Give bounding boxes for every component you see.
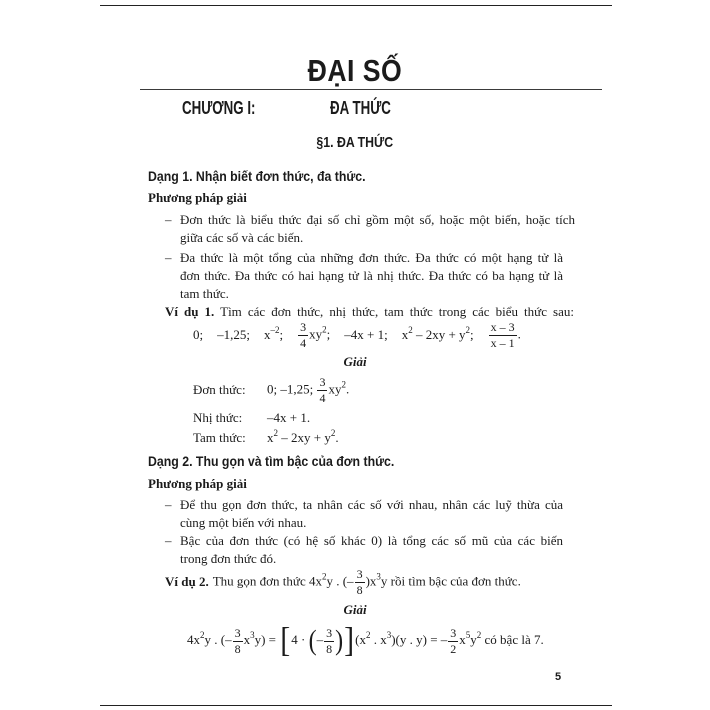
math-text: . bbox=[335, 430, 339, 445]
bullet-dash: – bbox=[165, 212, 172, 227]
type2-heading bbox=[148, 452, 428, 470]
superscript: 2 bbox=[365, 629, 371, 640]
type1-heading-text: Dạng 1. Nhận biết đơn thức, đa thức. bbox=[148, 168, 366, 184]
fraction-numerator: 3 bbox=[450, 625, 457, 640]
math-text: xy bbox=[328, 380, 342, 396]
bullet-dash: – bbox=[165, 497, 172, 512]
math-text: )(y . y) = – bbox=[391, 631, 448, 647]
type2-method-heading: Phương pháp giải bbox=[148, 476, 247, 491]
math-text: y bbox=[470, 631, 477, 647]
superscript: –2 bbox=[270, 325, 280, 335]
bullet-dash: – bbox=[165, 250, 172, 265]
example1 bbox=[165, 303, 574, 321]
superscript: 2 bbox=[341, 378, 346, 389]
math-text: )x bbox=[365, 572, 377, 588]
math-text: Thu gọn đơn thức 4x bbox=[212, 572, 322, 588]
fraction bbox=[317, 376, 327, 405]
large-bracket: [ bbox=[280, 621, 291, 660]
superscript: 3 bbox=[386, 629, 392, 640]
solution1-heading: Giải bbox=[343, 354, 367, 369]
math-text: 4 · bbox=[291, 631, 309, 647]
example2 bbox=[165, 567, 521, 597]
math-text: x bbox=[401, 327, 409, 342]
example2-label: Ví dụ 2. bbox=[165, 574, 209, 589]
fraction-denominator: 4 bbox=[319, 390, 326, 405]
fraction-denominator: 8 bbox=[326, 641, 333, 656]
fraction-numerator: 3 bbox=[319, 374, 326, 389]
chapter-label bbox=[182, 98, 281, 118]
answer-trinomials bbox=[193, 429, 339, 447]
fraction-denominator: 2 bbox=[450, 641, 457, 656]
large-bracket: ] bbox=[344, 621, 355, 660]
math-text: 0; –1,25; bbox=[267, 380, 317, 396]
math-text: 0; bbox=[193, 327, 204, 342]
math-text: –4x + 1; bbox=[344, 327, 388, 342]
superscript: 2 bbox=[330, 428, 336, 438]
section-title bbox=[0, 133, 710, 153]
math-text: ; bbox=[279, 327, 284, 342]
math-text: y . (– bbox=[326, 572, 354, 588]
math-text: . bbox=[517, 325, 521, 341]
math-text: x bbox=[243, 631, 251, 647]
chapter-name-text: ĐA THỨC bbox=[330, 98, 391, 118]
page-number: 5 bbox=[555, 671, 562, 683]
superscript: 2 bbox=[322, 323, 327, 334]
math-expression bbox=[297, 321, 330, 350]
answer-label: Tam thức: bbox=[193, 430, 246, 445]
bullet-dash: – bbox=[165, 533, 172, 548]
type1-method-heading: Phương pháp giải bbox=[148, 190, 247, 205]
fraction-numerator: 3 bbox=[234, 625, 241, 640]
bullet-text-line: Bậc của đơn thức (có hệ số khác 0) là tổng các số mũ của các biến bbox=[180, 533, 563, 548]
math-text: – 2xy + y bbox=[412, 327, 466, 342]
type1-heading bbox=[148, 167, 395, 185]
fraction-numerator: 3 bbox=[326, 625, 333, 640]
bullet-text-line: cùng một biến với nhau. bbox=[180, 515, 307, 530]
bullet-text-line: giữa các số và các biến. bbox=[180, 230, 304, 245]
math-text: – bbox=[316, 631, 324, 647]
part-title-text: ĐẠI SỐ bbox=[307, 53, 403, 88]
fraction-denominator: x – 1 bbox=[490, 335, 515, 350]
math-text: x bbox=[459, 631, 466, 647]
bullet-text-line: Đơn thức là biểu thức đại số chỉ gồm một số, hoặc một biến, hoặc tích bbox=[180, 212, 575, 227]
answer-value bbox=[267, 376, 349, 405]
superscript: 3 bbox=[250, 629, 255, 640]
example1-expressions bbox=[193, 320, 521, 350]
math-text: y) = bbox=[254, 631, 280, 647]
fraction-numerator: 3 bbox=[356, 566, 363, 581]
answer-binomials bbox=[193, 409, 310, 427]
fraction bbox=[233, 627, 243, 656]
bullet-text-line: trong đơn thức đó. bbox=[180, 551, 277, 566]
math-text: – 2xy + y bbox=[278, 430, 331, 445]
math-text: –4x + 1. bbox=[267, 410, 311, 425]
fraction-denominator: 8 bbox=[234, 641, 241, 656]
fraction-numerator: x – 3 bbox=[490, 319, 515, 334]
math-text: 4x bbox=[187, 631, 200, 647]
math-expression bbox=[217, 326, 250, 344]
answer-value bbox=[267, 409, 310, 427]
bullet-text-line: Để thu gọn đơn thức, ta nhân các số với nhau, nhân các luỹ thừa của bbox=[180, 497, 563, 512]
bullet-text-line: đơn thức. Đa thức có hai hạng tử là nhị thức. Đa thức có ba hạng tử là bbox=[180, 268, 563, 283]
chapter-name bbox=[330, 98, 412, 118]
math-text: (x bbox=[355, 631, 366, 647]
superscript: 2 bbox=[273, 428, 278, 438]
fraction bbox=[324, 627, 334, 656]
fraction-denominator: 8 bbox=[356, 582, 363, 597]
example1-text: Tìm các đơn thức, nhị thức, tam thức trong các biểu thức sau: bbox=[214, 304, 574, 319]
fraction bbox=[448, 627, 458, 656]
superscript: 2 bbox=[465, 325, 471, 335]
part-title bbox=[0, 52, 710, 90]
title-underline bbox=[140, 89, 602, 90]
example1-label: Ví dụ 1. bbox=[165, 304, 215, 319]
answer-label: Nhị thức: bbox=[193, 410, 243, 425]
large-parenthesis: ) bbox=[335, 625, 344, 657]
math-text: . x bbox=[370, 631, 387, 647]
type2-heading-text: Dạng 2. Thu gọn và tìm bậc của đơn thức. bbox=[148, 453, 395, 469]
top-rule bbox=[100, 5, 612, 6]
math-text: y rồi tìm bậc của đơn thức. bbox=[380, 572, 521, 588]
fraction bbox=[298, 321, 308, 350]
answer-value bbox=[267, 429, 339, 447]
bullet-text-line: Đa thức là một tổng của những đơn thức. Đa thức có một hạng tử là bbox=[180, 250, 563, 265]
superscript: 5 bbox=[465, 629, 471, 640]
superscript: 2 bbox=[476, 629, 482, 640]
fraction-numerator: 3 bbox=[300, 319, 307, 334]
math-expression bbox=[344, 326, 387, 344]
superscript: 2 bbox=[200, 629, 205, 640]
math-text: ; bbox=[470, 327, 474, 342]
answer-monomials bbox=[193, 375, 349, 405]
math-expression bbox=[264, 326, 283, 344]
solution2-heading: Giải bbox=[343, 602, 367, 617]
fraction bbox=[489, 321, 517, 350]
math-expression bbox=[402, 326, 474, 344]
solution2-math bbox=[187, 621, 544, 660]
math-expression bbox=[193, 326, 203, 344]
large-parenthesis: ( bbox=[308, 625, 317, 657]
math-text: –1,25; bbox=[217, 327, 250, 342]
math-text: có bậc là 7. bbox=[481, 631, 544, 647]
math-text: xy bbox=[309, 325, 323, 341]
math-text: ; bbox=[326, 325, 331, 341]
chapter-label-text: CHƯƠNG I: bbox=[182, 98, 256, 118]
bullet-text-line: tam thức. bbox=[180, 286, 229, 301]
fraction-denominator: 4 bbox=[300, 335, 307, 350]
section-title-text: §1. ĐA THỨC bbox=[316, 134, 394, 151]
superscript: 3 bbox=[376, 570, 381, 581]
bottom-rule bbox=[100, 705, 612, 706]
example2-text bbox=[213, 568, 521, 597]
math-text: x bbox=[264, 327, 271, 342]
math-expression bbox=[488, 321, 521, 350]
math-text: x bbox=[267, 430, 274, 445]
superscript: 2 bbox=[408, 325, 413, 335]
solution2-formula bbox=[187, 623, 544, 659]
math-text: . bbox=[345, 380, 350, 396]
superscript: 2 bbox=[321, 570, 327, 581]
answer-label: Đơn thức: bbox=[193, 382, 246, 397]
fraction bbox=[355, 568, 365, 597]
math-text: y . (– bbox=[204, 631, 232, 647]
